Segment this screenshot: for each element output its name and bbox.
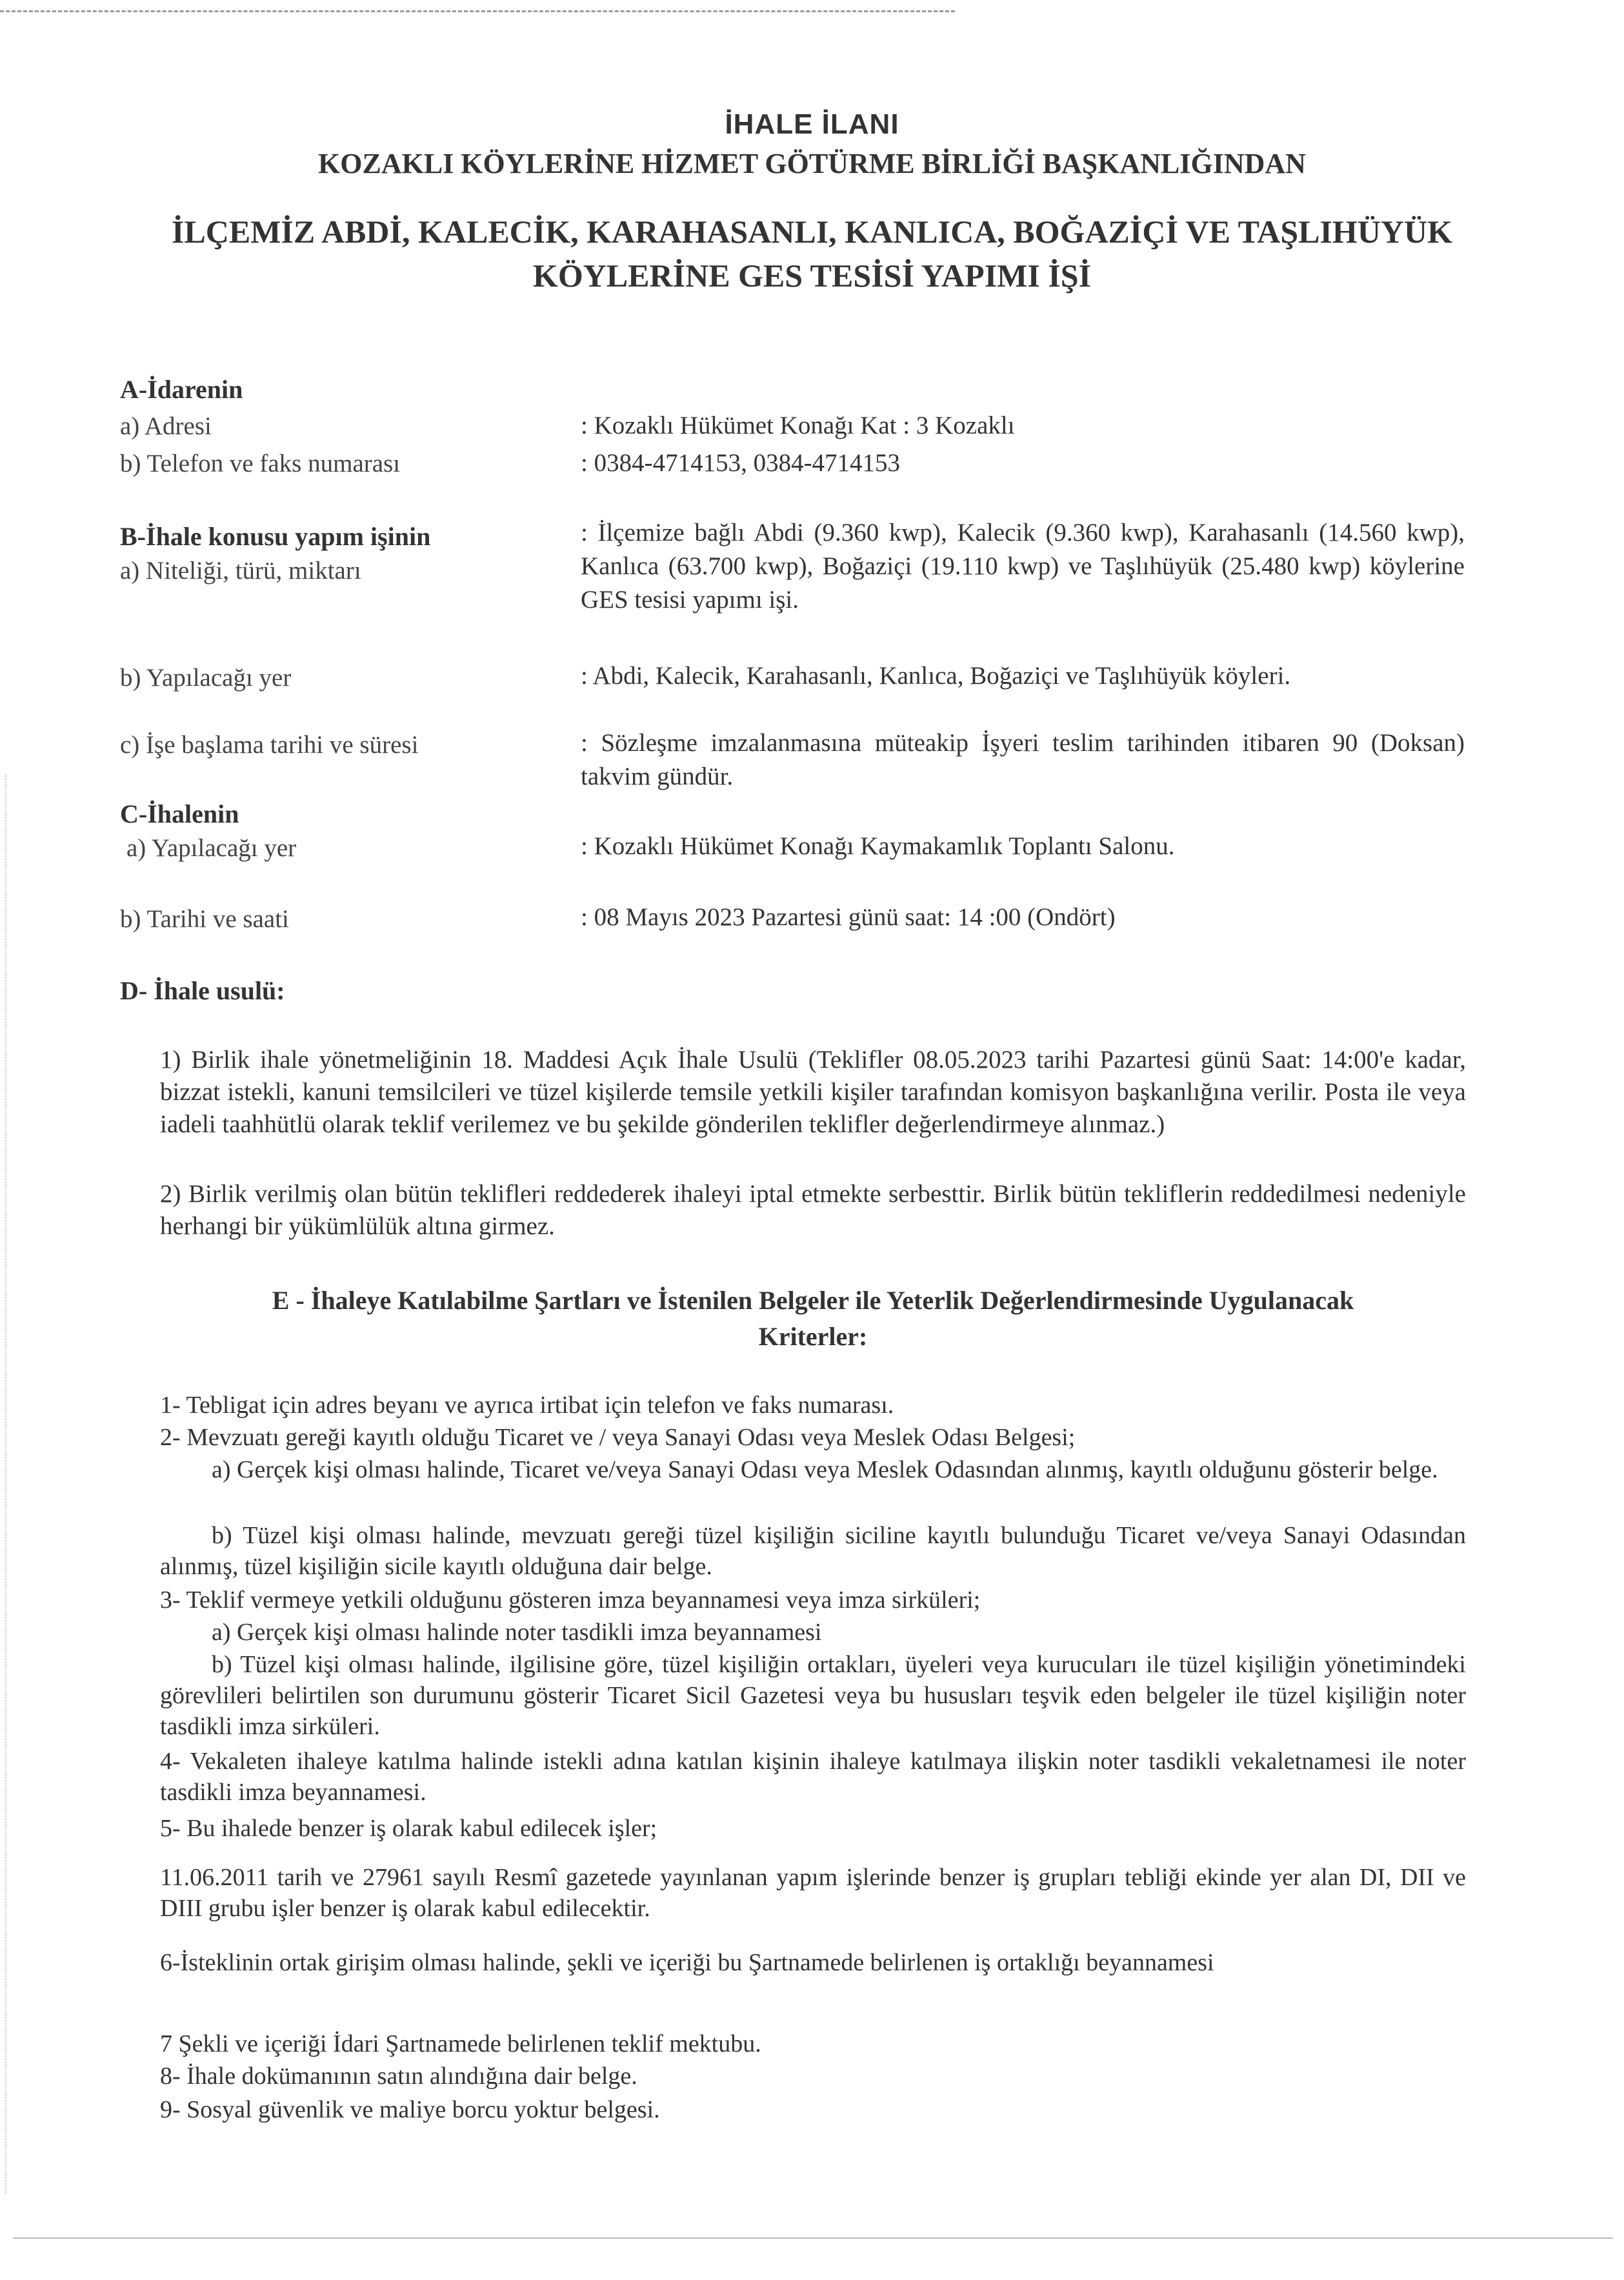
scan-side-line — [5, 774, 6, 2194]
procedure-paragraph-2: 2) Birlik verilmiş olan bütün teklifleri reddederek ihaleyi iptal etmekte serbesttir. Birlik bütün tekliflerin reddedilmesi nedeniyle herhangi bir yükümlülük altına girmez. — [160, 1180, 1466, 1240]
section-e-title-line-1: E - İhaleye Katılabilme Şartları ve İstenilen Belgeler ile Yeterlik Değerlendirmesinde Uygulanacak — [272, 1286, 1354, 1315]
notice-heading: İHALE İLANI — [725, 108, 899, 140]
criteria-item-1: 1- Tebligat için adres beyanı ve ayrıca irtibat için telefon ve faks numarası. — [160, 1392, 894, 1419]
criteria-item-3a: a) Gerçek kişi olması halinde noter tasdikli imza beyannamesi — [212, 1619, 822, 1646]
criteria-item-2: 2- Mevzuatı gereği kayıtlı olduğu Ticaret ve / veya Sanayi Odası veya Meslek Odası Belgesi; — [160, 1424, 1076, 1451]
procedure-paragraph-1: 1) Birlik ihale yönetmeliğinin 18. Maddesi Açık İhale Usulü (Teklifler 08.05.2023 tarihi Pazartesi günü Saat: 14:00'e kadar, bizzat istekli, kanuni temsilcileri ve tüzel kişilerde temsile yetkili kişiler tarafından komisyon başkanlığına verilir. Posta ile veya iadeli taahhütlü olarak teklif verilemez ve bu şekilde gönderilen teklifler değerlendirmeye alınmaz.) — [160, 1046, 1466, 1138]
organization-heading: KOZAKLI KÖYLERİNE HİZMET GÖTÜRME BİRLİĞİ BAŞKANLIĞINDAN — [318, 148, 1306, 179]
start-date-label: c) İşe başlama tarihi ve süresi — [120, 731, 419, 759]
section-d-title: D- İhale usulü: — [120, 976, 285, 1005]
tender-date-value: : 08 Mayıs 2023 Pazartesi günü saat: 14 :00 (Ondört) — [581, 903, 1116, 931]
scan-bottom-line — [13, 2237, 1613, 2239]
section-e-title-line-2: Kriterler: — [758, 1322, 868, 1351]
section-c-title: C-İhalenin — [120, 799, 239, 828]
address-value: : Kozaklı Hükümet Konağı Kat : 3 Kozaklı — [581, 412, 1015, 439]
address-label: a) Adresi — [120, 412, 212, 440]
criteria-item-2b: b) Tüzel kişi olması halinde, mevzuatı gereği tüzel kişiliğin siciline kayıtlı bulunduğu Ticaret ve/veya Sanayi Odasından alınmış, tüzel kişiliğin sicile kayıtlı olduğuna dair belge. — [160, 1522, 1466, 1580]
nature-label: a) Niteliği, türü, miktarı — [120, 557, 361, 585]
tender-place-label: a) Yapılacağı yer — [126, 834, 297, 862]
criteria-item-9: 9- Sosyal güvenlik ve maliye borcu yoktur belgesi. — [160, 2096, 660, 2123]
start-date-value: : Sözleşme imzalanmasına müteakip İşyeri teslim tarihinden itibaren 90 (Doksan) takvim gündür. — [581, 729, 1465, 790]
phone-value: : 0384-4714153, 0384-4714153 — [581, 449, 901, 477]
nature-value: : İlçemize bağlı Abdi (9.360 kwp), Kalecik (9.360 kwp), Karahasanlı (14.560 kwp), Kanlıca (63.700 kwp), Boğaziçi (19.110 kwp) ve Taşlıhüyük (25.480 kwp) köylerine GES tesisi yapımı işi. — [581, 519, 1465, 614]
similar-works-text: 11.06.2011 tarih ve 27961 sayılı Resmî gazetede yayınlanan yapım işlerinde benzer iş grupları tebliği ekinde yer alan DI, DII ve DIII grubu işler benzer iş olarak kabul edilecektir. — [160, 1864, 1466, 1922]
tender-date-label: b) Tarihi ve saati — [120, 905, 289, 933]
criteria-item-2a: a) Gerçek kişi olması halinde, Ticaret ve/veya Sanayi Odası veya Meslek Odasından alınmış, kayıtlı olduğunu gösterir belge. — [212, 1456, 1438, 1483]
section-b-title: B-İhale konusu yapım işinin — [120, 522, 431, 551]
work-place-label: b) Yapılacağı yer — [120, 664, 292, 692]
criteria-item-3b: b) Tüzel kişi olması halinde, ilgilisine göre, tüzel kişiliğin ortakları, üyeleri veya kurucuları ile tüzel kişiliğin yönetimindeki görevlileri belirtilen son durumunu gösterir Ticaret Sicil Gazetesi veya bu hususları teşvik eden belgeler ile tüzel kişiliğin noter tasdikli imza sirküleri. — [160, 1651, 1466, 1740]
criteria-item-7: 7 Şekli ve içeriği İdari Şartnamede belirlenen teklif mektubu. — [160, 2030, 761, 2057]
title-line-1: İLÇEMİZ ABDİ, KALECİK, KARAHASANLI, KANLICA, BOĞAZİÇİ VE TAŞLIHÜYÜK — [171, 214, 1453, 250]
work-place-value: : Abdi, Kalecik, Karahasanlı, Kanlıca, Boğaziçi ve Taşlıhüyük köyleri. — [581, 662, 1291, 690]
criteria-item-6: 6-İsteklinin ortak girişim olması halinde, şekli ve içeriği bu Şartnamede belirlenen iş ortaklığı beyannamesi — [160, 1949, 1214, 1976]
criteria-item-5: 5- Bu ihalede benzer iş olarak kabul edilecek işler; — [160, 1815, 657, 1842]
criteria-item-3: 3- Teklif vermeye yetkili olduğunu gösteren imza beyannamesi veya imza sirküleri; — [160, 1586, 981, 1614]
phone-label: b) Telefon ve faks numarası — [120, 450, 401, 477]
tender-place-value: : Kozaklı Hükümet Konağı Kaymakamlık Toplantı Salonu. — [581, 832, 1175, 860]
title-line-2: KÖYLERİNE GES TESİSİ YAPIMI İŞİ — [532, 257, 1092, 294]
scan-top-line — [0, 10, 955, 12]
criteria-item-4: 4- Vekaleten ihaleye katılma halinde istekli adına katılan kişinin ihaleye katılmaya ilişkin noter tasdikli vekaletnamesi ile noter tasdikli imza beyannamesi. — [160, 1748, 1466, 1806]
criteria-item-8: 8- İhale dokümanının satın alındığına dair belge. — [160, 2063, 637, 2090]
section-a-title: A-İdarenin — [120, 375, 243, 404]
